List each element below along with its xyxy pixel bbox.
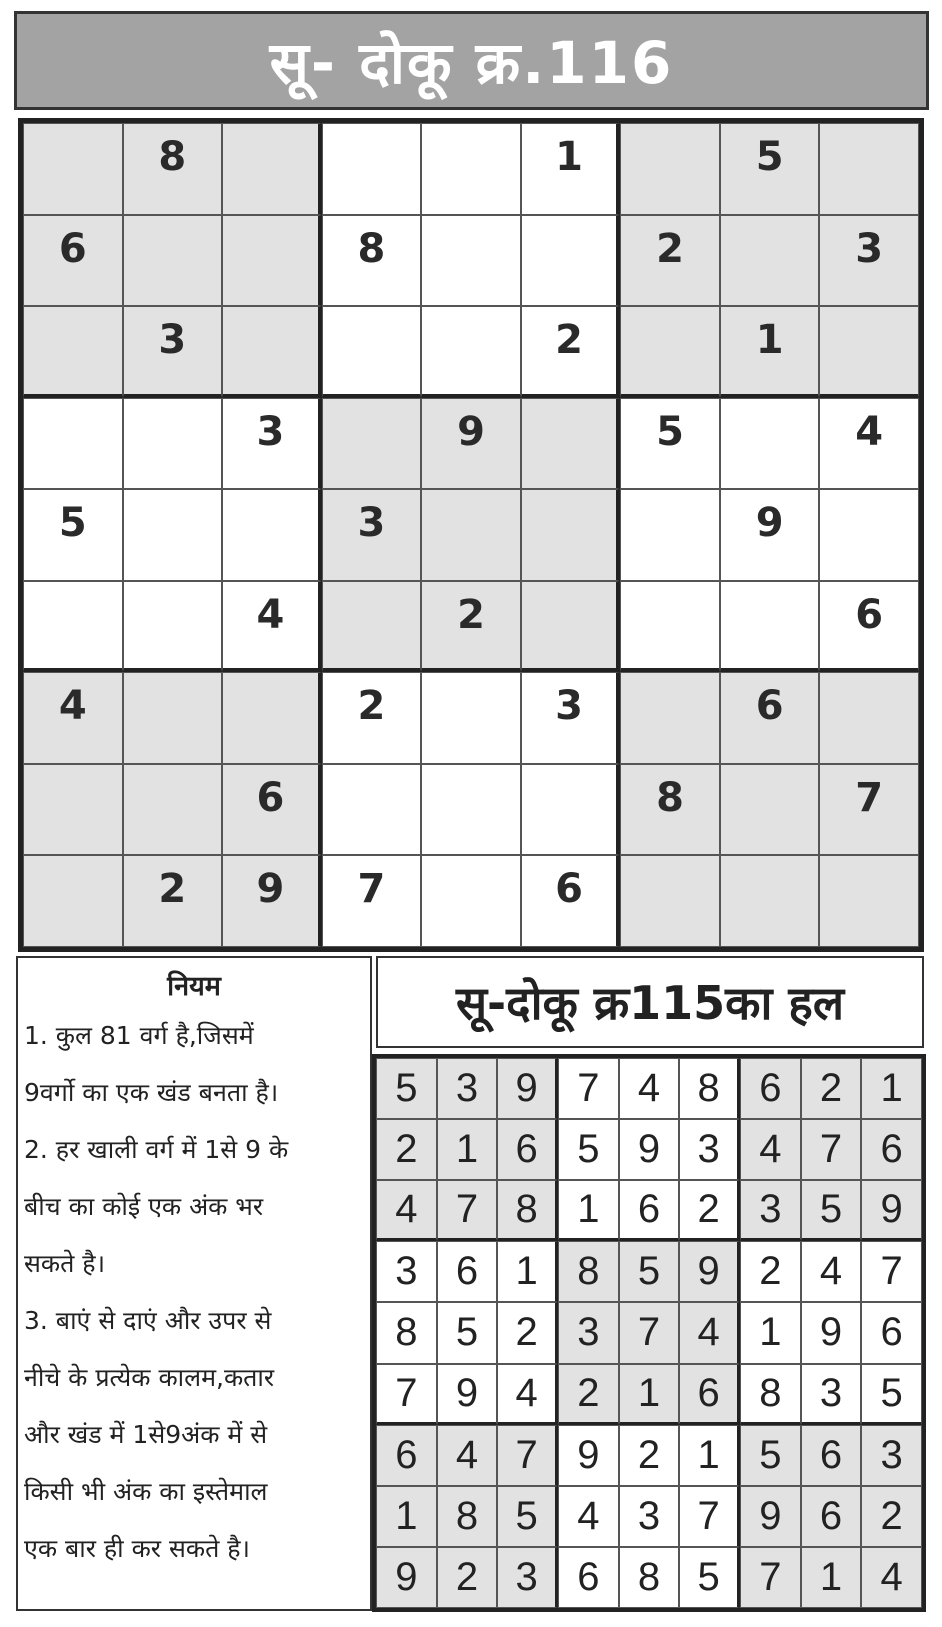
empty-cell[interactable]	[123, 489, 223, 581]
empty-cell[interactable]	[620, 855, 720, 947]
rules-line: 3. बाएं से दाएं और उपर से	[24, 1306, 272, 1335]
solution-title-box	[376, 956, 924, 1048]
solution-cell: 4	[679, 1302, 740, 1363]
empty-cell[interactable]	[620, 123, 720, 215]
solution-cell: 9	[740, 1486, 801, 1547]
solution-cell: 6	[801, 1486, 862, 1547]
solution-cell: 8	[679, 1058, 740, 1119]
solution-cell: 7	[497, 1425, 558, 1486]
solution-cell: 2	[376, 1119, 437, 1180]
solution-cell: 1	[740, 1302, 801, 1363]
given-cell: 2	[521, 306, 621, 398]
empty-cell[interactable]	[123, 215, 223, 307]
given-cell: 1	[521, 123, 621, 215]
rules-line: सकते है।	[24, 1249, 106, 1278]
empty-cell[interactable]	[521, 215, 621, 307]
puzzle-title: सू- दोकू क्र.116	[269, 29, 674, 97]
rules-line: किसी भी अंक का इस्तेमाल	[24, 1477, 268, 1506]
given-cell: 6	[521, 855, 621, 947]
empty-cell[interactable]	[23, 306, 123, 398]
solution-cell: 9	[679, 1241, 740, 1302]
solution-cell: 3	[437, 1058, 498, 1119]
solution-cell: 4	[801, 1241, 862, 1302]
empty-cell[interactable]	[123, 581, 223, 673]
empty-cell[interactable]	[23, 398, 123, 490]
solution-cell: 5	[376, 1058, 437, 1119]
solution-cell: 8	[437, 1486, 498, 1547]
empty-cell[interactable]	[521, 489, 621, 581]
solution-cell: 7	[558, 1058, 619, 1119]
empty-cell[interactable]	[421, 489, 521, 581]
given-cell: 3	[322, 489, 422, 581]
solution-title: सू-दोकू क्र115का हल	[455, 976, 845, 1030]
solution-cell: 4	[861, 1547, 922, 1608]
empty-cell[interactable]	[123, 672, 223, 764]
solution-cell: 2	[619, 1425, 680, 1486]
rules-heading: नियम	[167, 971, 221, 1002]
given-cell: 3	[521, 672, 621, 764]
empty-cell[interactable]	[521, 764, 621, 856]
solution-cell: 7	[376, 1364, 437, 1425]
empty-cell[interactable]	[819, 672, 919, 764]
solution-cell: 5	[497, 1486, 558, 1547]
solution-cell: 1	[558, 1180, 619, 1241]
solution-cell: 4	[376, 1180, 437, 1241]
empty-cell[interactable]	[421, 123, 521, 215]
empty-cell[interactable]	[720, 215, 820, 307]
solution-cell: 1	[437, 1119, 498, 1180]
solution-cell: 3	[861, 1425, 922, 1486]
given-cell: 7	[322, 855, 422, 947]
solution-cell: 2	[861, 1486, 922, 1547]
solution-cell: 9	[801, 1302, 862, 1363]
solution-cell: 6	[861, 1119, 922, 1180]
empty-cell[interactable]	[620, 672, 720, 764]
solution-cell: 1	[679, 1425, 740, 1486]
empty-cell[interactable]	[322, 123, 422, 215]
given-cell: 6	[720, 672, 820, 764]
solution-cell: 4	[619, 1058, 680, 1119]
empty-cell[interactable]	[720, 398, 820, 490]
solution-cell: 6	[861, 1302, 922, 1363]
empty-cell[interactable]	[521, 581, 621, 673]
sudoku-puzzle-grid	[18, 118, 924, 952]
solution-cell: 7	[437, 1180, 498, 1241]
given-cell: 4	[23, 672, 123, 764]
solution-cell: 9	[497, 1058, 558, 1119]
solution-cell: 2	[801, 1058, 862, 1119]
given-cell: 4	[819, 398, 919, 490]
solution-cell: 8	[376, 1302, 437, 1363]
solution-cell: 6	[437, 1241, 498, 1302]
solution-cell: 1	[801, 1547, 862, 1608]
rules-panel	[16, 956, 372, 1611]
solution-cell: 9	[376, 1547, 437, 1608]
solution-cell: 8	[497, 1180, 558, 1241]
solution-cell: 3	[801, 1364, 862, 1425]
solution-cell: 2	[437, 1547, 498, 1608]
rules-line: 9वर्गो का एक खंड बनता है।	[24, 1078, 279, 1107]
given-cell: 8	[322, 215, 422, 307]
given-cell: 6	[222, 764, 322, 856]
solution-cell: 5	[558, 1119, 619, 1180]
rules-line: एक बार ही कर सकते है।	[24, 1534, 251, 1563]
solution-cell: 3	[679, 1119, 740, 1180]
given-cell: 5	[620, 398, 720, 490]
empty-cell[interactable]	[620, 306, 720, 398]
given-cell: 5	[23, 489, 123, 581]
solution-cell: 3	[558, 1302, 619, 1363]
solution-cell: 6	[801, 1425, 862, 1486]
solution-cell: 3	[497, 1547, 558, 1608]
solution-cell: 6	[376, 1425, 437, 1486]
given-cell: 9	[222, 855, 322, 947]
given-cell: 4	[222, 581, 322, 673]
empty-cell[interactable]	[720, 581, 820, 673]
given-cell: 9	[720, 489, 820, 581]
empty-cell[interactable]	[322, 306, 422, 398]
given-cell: 3	[222, 398, 322, 490]
solution-cell: 6	[558, 1547, 619, 1608]
solution-cell: 2	[740, 1241, 801, 1302]
given-cell: 3	[819, 215, 919, 307]
empty-cell[interactable]	[222, 306, 322, 398]
empty-cell[interactable]	[23, 123, 123, 215]
given-cell: 8	[123, 123, 223, 215]
solution-cell: 9	[558, 1425, 619, 1486]
empty-cell[interactable]	[720, 855, 820, 947]
solution-cell: 2	[679, 1180, 740, 1241]
solution-cell: 5	[679, 1547, 740, 1608]
solution-cell: 7	[801, 1119, 862, 1180]
solution-cell: 9	[861, 1180, 922, 1241]
solution-cell: 1	[619, 1364, 680, 1425]
solution-cell: 5	[861, 1364, 922, 1425]
solution-cell: 8	[619, 1547, 680, 1608]
solution-cell: 6	[679, 1364, 740, 1425]
solution-cell: 9	[437, 1364, 498, 1425]
given-cell: 6	[819, 581, 919, 673]
solution-cell: 7	[679, 1486, 740, 1547]
empty-cell[interactable]	[123, 398, 223, 490]
given-cell: 9	[421, 398, 521, 490]
solution-cell: 3	[376, 1241, 437, 1302]
empty-cell[interactable]	[620, 489, 720, 581]
solution-cell: 9	[619, 1119, 680, 1180]
given-cell: 5	[720, 123, 820, 215]
empty-cell[interactable]	[421, 855, 521, 947]
solution-cell: 3	[740, 1180, 801, 1241]
solution-cell: 1	[376, 1486, 437, 1547]
solution-cell: 4	[740, 1119, 801, 1180]
given-cell: 1	[720, 306, 820, 398]
solution-cell: 1	[497, 1241, 558, 1302]
given-cell: 2	[620, 215, 720, 307]
rules-line: 1. कुल 81 वर्ग है,जिसमें	[24, 1021, 254, 1050]
given-cell: 6	[23, 215, 123, 307]
solution-cell: 6	[497, 1119, 558, 1180]
solution-cell: 1	[861, 1058, 922, 1119]
solution-cell: 8	[558, 1241, 619, 1302]
solution-cell: 7	[861, 1241, 922, 1302]
empty-cell[interactable]	[322, 581, 422, 673]
solution-cell: 2	[558, 1364, 619, 1425]
empty-cell[interactable]	[819, 306, 919, 398]
given-cell: 3	[123, 306, 223, 398]
empty-cell[interactable]	[421, 764, 521, 856]
empty-cell[interactable]	[222, 672, 322, 764]
empty-cell[interactable]	[620, 581, 720, 673]
given-cell: 2	[322, 672, 422, 764]
puzzle-title-banner	[14, 11, 929, 110]
solution-cell: 7	[619, 1302, 680, 1363]
solution-cell: 6	[740, 1058, 801, 1119]
empty-cell[interactable]	[23, 581, 123, 673]
empty-cell[interactable]	[222, 489, 322, 581]
empty-cell[interactable]	[720, 764, 820, 856]
solution-cell: 4	[497, 1364, 558, 1425]
given-cell: 7	[819, 764, 919, 856]
solution-cell: 5	[619, 1241, 680, 1302]
solution-cell: 8	[740, 1364, 801, 1425]
empty-cell[interactable]	[421, 215, 521, 307]
sudoku-solution-grid	[372, 1054, 926, 1612]
empty-cell[interactable]	[222, 215, 322, 307]
rules-line: बीच का कोई एक अंक भर	[24, 1192, 264, 1221]
solution-cell: 5	[740, 1425, 801, 1486]
solution-cell: 7	[740, 1547, 801, 1608]
given-cell: 2	[123, 855, 223, 947]
solution-cell: 4	[437, 1425, 498, 1486]
solution-cell: 6	[619, 1180, 680, 1241]
solution-cell: 2	[497, 1302, 558, 1363]
empty-cell[interactable]	[421, 306, 521, 398]
empty-cell[interactable]	[521, 398, 621, 490]
empty-cell[interactable]	[322, 398, 422, 490]
given-cell: 8	[620, 764, 720, 856]
empty-cell[interactable]	[23, 855, 123, 947]
solution-cell: 5	[437, 1302, 498, 1363]
rules-line: नीचे के प्रत्येक कालम,कतार	[24, 1363, 275, 1392]
rules-line: और खंड में 1से9अंक में से	[24, 1420, 268, 1449]
rules-line: 2. हर खाली वर्ग में 1से 9 के	[24, 1135, 289, 1164]
solution-cell: 3	[619, 1486, 680, 1547]
empty-cell[interactable]	[819, 855, 919, 947]
empty-cell[interactable]	[819, 123, 919, 215]
solution-cell: 5	[801, 1180, 862, 1241]
empty-cell[interactable]	[819, 489, 919, 581]
empty-cell[interactable]	[23, 764, 123, 856]
empty-cell[interactable]	[222, 123, 322, 215]
given-cell: 2	[421, 581, 521, 673]
empty-cell[interactable]	[322, 764, 422, 856]
solution-cell: 4	[558, 1486, 619, 1547]
empty-cell[interactable]	[421, 672, 521, 764]
empty-cell[interactable]	[123, 764, 223, 856]
